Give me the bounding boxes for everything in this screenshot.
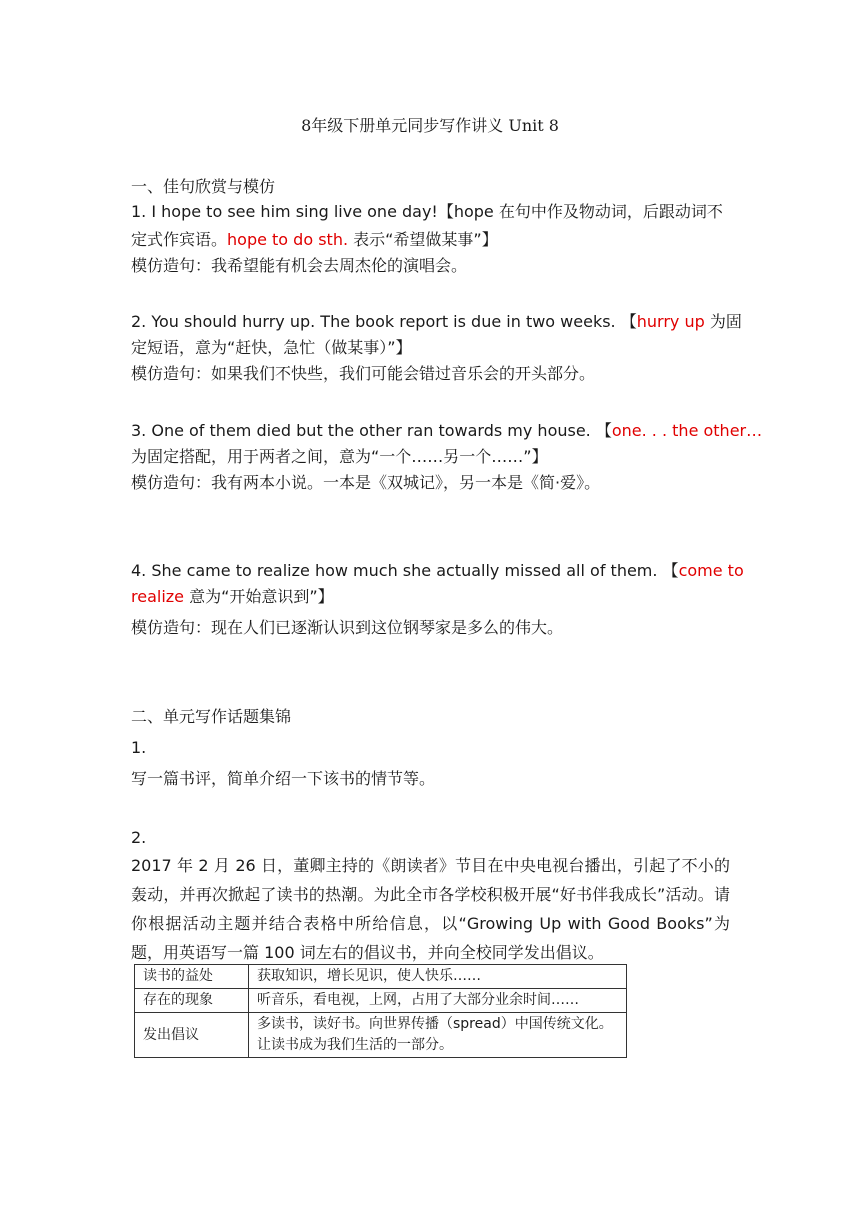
section-heading-2: 二、单元写作话题集锦 [131, 707, 292, 726]
topic-2-number: 2. [131, 828, 147, 847]
sentence-3-line-2: 为固定搭配，用于两者之间，意为“一个……另一个……”】 [131, 447, 548, 466]
highlight-phrase: one. . . the other… [611, 421, 763, 440]
topic-1-text: 写一篇书评，简单介绍一下该书的情节等。 [131, 769, 436, 788]
sentence-1-line-2 [131, 228, 498, 252]
table-row [135, 989, 627, 1013]
note-text: 定式作宾语。 [131, 230, 228, 249]
highlight-phrase: hurry up [636, 312, 705, 331]
table-value: 听音乐，看电视，上网，占用了大部分业余时间…… [249, 989, 627, 1013]
table-value: 多读书，读好书。向世界传播（spread）中国传统文化。让读书成为我们生活的一部分。 [249, 1013, 627, 1058]
highlight-phrase: hope to do sth. [227, 230, 349, 249]
table-row [135, 965, 627, 989]
sentence-1-line-1: 1. I hope to see him sing live one day!【hope 在句中作及物动词，后跟动词不 [131, 202, 723, 221]
page-title: 8年级下册单元同步写作讲义 Unit 8 [301, 116, 559, 135]
imitation-3: 模仿造句：我有两本小说。一本是《双城记》，另一本是《简·爱》。 [131, 473, 601, 492]
table-value: 获取知识，增长见识，使人快乐…… [249, 965, 627, 989]
imitation-4: 模仿造句：现在人们已逐渐认识到这位钢琴家是多么的伟大。 [131, 618, 564, 637]
note-text: 表示“希望做某事”】 [348, 230, 498, 249]
table-key: 存在的现象 [135, 989, 249, 1013]
sentence-text: 2. You should hurry up. The book report is due in two weeks. 【 [131, 312, 637, 331]
sentence-4-line-1 [131, 559, 744, 583]
table-key: 读书的益处 [135, 965, 249, 989]
sentence-text: 3. One of them died but the other ran towards my house. 【 [131, 421, 612, 440]
sentence-4-line-2 [131, 585, 334, 609]
info-table [134, 964, 627, 1058]
section-heading-1: 一、佳句欣赏与模仿 [131, 177, 276, 196]
imitation-2: 模仿造句：如果我们不快些，我们可能会错过音乐会的开头部分。 [131, 364, 596, 383]
topic-2-text: 2017 年 2 月 26 日，董卿主持的《朗读者》节目在中央电视台播出，引起了不小的轰动，并再次掀起了读书的热潮。为此全市各学校积极开展“好书伴我成长”活动。请你根据活动主题并结合表格中所给信息，以“Growing Up with Good Books”为题，用英语写一篇 100 词左右的倡议书，并向全校同学发出倡议。 [131, 856, 730, 962]
imitation-1: 模仿造句：我希望能有机会去周杰伦的演唱会。 [131, 256, 468, 275]
table-row [135, 1013, 627, 1058]
table-key: 发出倡议 [135, 1013, 249, 1058]
sentence-3-line-1 [131, 419, 762, 443]
highlight-phrase: realize [131, 587, 185, 606]
note-text: 意为“开始意识到”】 [184, 587, 334, 606]
highlight-phrase: come to [678, 561, 744, 580]
sentence-2-line-1 [131, 310, 742, 334]
sentence-text: 4. She came to realize how much she actually missed all of them. 【 [131, 561, 679, 580]
topic-1-number: 1. [131, 738, 147, 757]
note-text: 为固 [704, 312, 742, 331]
sentence-2-line-2: 定短语，意为“赶快，急忙（做某事）”】 [131, 338, 412, 357]
